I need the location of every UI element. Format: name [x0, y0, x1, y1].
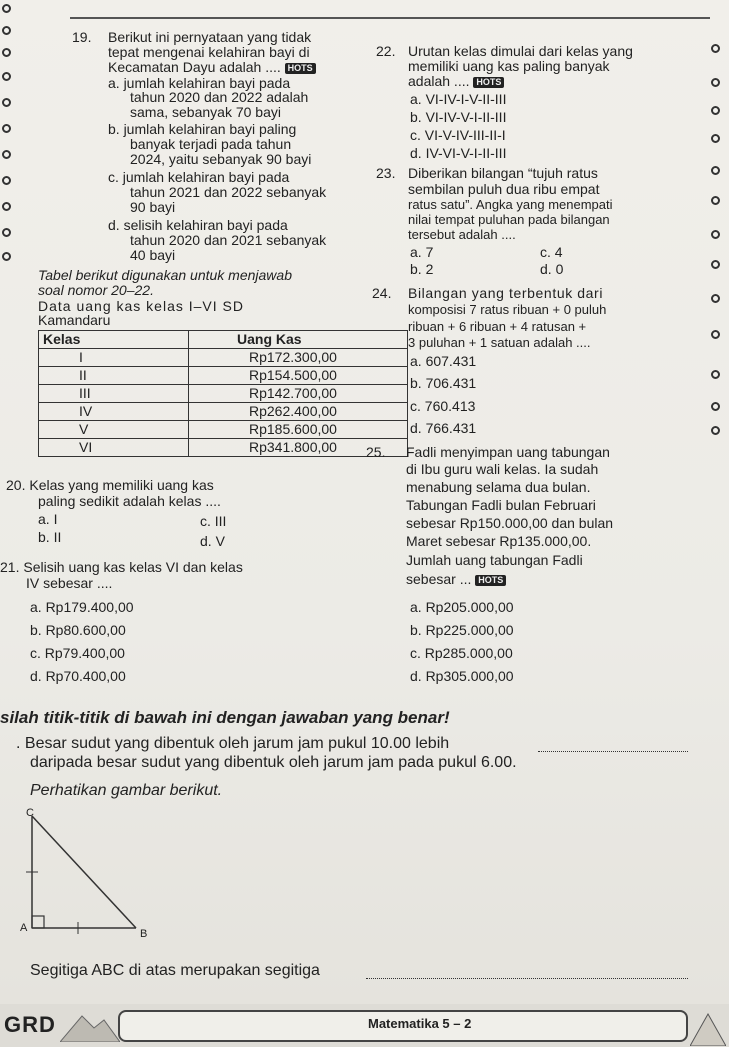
q21-stem-line1: 21. Selisih uang kas kelas VI dan kelas [0, 559, 243, 575]
answer-blank-1[interactable] [538, 751, 688, 752]
q23-option-c: c. 4 [540, 244, 563, 260]
q23-option-d: d. 0 [540, 261, 564, 277]
table-cell-uang: Rp185.600,00 [189, 421, 408, 439]
q23-option-b: b. 2 [410, 261, 434, 277]
q22-option-c: c. VI-V-IV-III-II-I [410, 127, 506, 143]
q25-stem-line7: Jumlah uang tabungan Fadli [406, 552, 583, 568]
table-row [39, 385, 408, 403]
q21-option-a: a. Rp179.400,00 [30, 599, 134, 615]
table-intro-line1: Tabel berikut digunakan untuk menjawab [38, 267, 292, 283]
q25-stem-line4: Tabungan Fadli bulan Februari [406, 497, 596, 513]
q19-option-c-line2: tahun 2021 dan 2022 sebanyak [130, 184, 327, 200]
q19-option-b-line3: 2024, yaitu sebanyak 90 bayi [130, 151, 312, 167]
q19-option-a-line1: a. jumlah kelahiran bayi pada [108, 75, 291, 91]
top-divider [70, 17, 710, 19]
section-b-title: silah titik-titik di bawah ini dengan jawaban yang benar! [0, 708, 450, 727]
q25-stem-line2: di Ibu guru wali kelas. Ia sudah [406, 461, 599, 477]
table-cell-uang: Rp341.800,00 [189, 439, 408, 457]
table-row [39, 439, 408, 457]
section-b-item2-intro: Perhatikan gambar berikut. [30, 782, 223, 799]
q21-option-b: b. Rp80.600,00 [30, 622, 126, 638]
hots-badge: HOTS [473, 77, 504, 88]
q25-number: 25. [366, 444, 386, 460]
brand-logo: GRD [4, 1012, 56, 1037]
table-header-row [39, 331, 408, 349]
q23-stem-line5: tersebut adalah .... [408, 227, 516, 242]
q24-option-a: a. 607.431 [410, 353, 477, 369]
table-row [39, 367, 408, 385]
q23-stem-line3: ratus satu”. Angka yang menempati [408, 197, 613, 212]
q25-stem-line6: Maret sebesar Rp135.000,00. [406, 533, 592, 549]
table-title-line1: Data uang kas kelas I–VI SD [38, 298, 244, 314]
q24-number: 24. [372, 285, 392, 301]
q19-option-b-line2: banyak terjadi pada tahun [130, 136, 292, 152]
q22-option-d: d. IV-VI-V-I-II-III [410, 145, 507, 161]
table-cell-uang: Rp172.300,00 [189, 349, 408, 367]
table-row [39, 403, 408, 421]
vertex-label-c: C [26, 807, 34, 819]
q25-stem-line5: sebesar Rp150.000,00 dan bulan [406, 515, 614, 531]
q24-option-b: b. 706.431 [410, 375, 477, 391]
table-cell-kelas: II [39, 367, 189, 385]
table-cell-kelas: V [39, 421, 189, 439]
table-header-kelas: Kelas [39, 331, 189, 349]
q23-stem-line1: Diberikan bilangan “tujuh ratus [408, 165, 598, 181]
table-row [39, 421, 408, 439]
q22-option-b: b. VI-IV-V-I-II-III [410, 109, 507, 125]
section-b-item1-line1: . Besar sudut yang dibentuk oleh jarum jam pukul 10.00 lebih [16, 735, 450, 752]
table-cell-kelas: III [39, 385, 189, 403]
hots-badge: HOTS [475, 575, 506, 586]
q22-number: 22. [376, 43, 396, 59]
table-intro-line2: soal nomor 20–22. [38, 282, 154, 298]
table-cell-uang: Rp262.400,00 [189, 403, 408, 421]
q24-stem-line2: komposisi 7 ratus ribuan + 0 puluh [408, 302, 607, 317]
q19-option-d-line1: d. selisih kelahiran bayi pada [108, 217, 288, 233]
q24-stem-line1: Bilangan yang terbentuk dari [408, 285, 604, 301]
q24-stem-line3: ribuan + 6 ribuan + 4 ratusan + [408, 319, 587, 334]
q25-stem-line3: menabung selama dua bulan. [406, 479, 591, 495]
q19-option-a-line2: tahun 2020 dan 2022 adalah [130, 89, 309, 105]
q20-option-a: a. I [38, 511, 58, 527]
vertex-label-b: B [140, 928, 148, 940]
section-b-item1-line2: daripada besar sudut yang dibentuk oleh jarum jam pada pukul 6.00. [30, 754, 517, 771]
q19-option-d-line2: tahun 2020 dan 2021 sebanyak [130, 232, 327, 248]
q19-option-d-line3: 40 bayi [130, 247, 176, 263]
right-dot-border [707, 30, 729, 450]
table-title-line2: Kamandaru [38, 312, 111, 328]
q19-option-b-line1: b. jumlah kelahiran bayi paling [108, 121, 297, 137]
section-b-item2-question: Segitiga ABC di atas merupakan segitiga [30, 962, 320, 979]
q22-option-a: a. VI-IV-I-V-II-III [410, 91, 507, 107]
table-cell-uang: Rp142.700,00 [189, 385, 408, 403]
q24-stem-line4: 3 puluhan + 1 satuan adalah .... [408, 335, 591, 350]
q23-stem-line2: sembilan puluh dua ribu empat [408, 181, 600, 197]
answer-blank-2[interactable] [366, 978, 688, 979]
q20-stem-line2: paling sedikit adalah kelas .... [38, 493, 221, 509]
q25-stem-line1: Fadli menyimpan uang tabungan [406, 444, 610, 460]
table-cell-uang: Rp154.500,00 [189, 367, 408, 385]
q21-stem-line2: IV sebesar .... [26, 575, 113, 591]
q19-stem-line3: Kecamatan Dayu adalah .... HOTS [108, 60, 316, 75]
table-cell-kelas: VI [39, 439, 189, 457]
q23-option-a: a. 7 [410, 244, 434, 260]
q24-option-c: c. 760.413 [410, 398, 476, 414]
table-header-uang-kas: Uang Kas [189, 331, 408, 349]
q22-stem-line2: memiliki uang kas paling banyak [408, 58, 610, 74]
q19-number: 19. [72, 29, 92, 45]
mountain-icon [60, 1008, 120, 1042]
vertex-label-a: A [20, 922, 28, 934]
q23-stem-line4: nilai tempat puluhan pada bilangan [408, 212, 610, 227]
right-triangle-figure [18, 810, 158, 942]
q20-option-d: d. V [200, 533, 225, 549]
q20-option-b: b. II [38, 529, 62, 545]
q19-option-c-line1: c. jumlah kelahiran bayi pada [108, 169, 290, 185]
table-cell-kelas: IV [39, 403, 189, 421]
left-dot-border [0, 0, 14, 280]
q24-option-d: d. 766.431 [410, 420, 477, 436]
q19-stem-line2: tepat mengenai kelahiran bayi di [108, 44, 310, 60]
q22-stem-line3: adalah .... HOTS [408, 74, 504, 89]
q19-option-a-line3: sama, sebanyak 70 bayi [130, 104, 281, 120]
cash-table [38, 330, 408, 457]
corner-decoration-icon [690, 1012, 726, 1046]
q22-stem-line1: Urutan kelas dimulai dari kelas yang [408, 43, 633, 59]
q21-option-d: d. Rp70.400,00 [30, 668, 126, 684]
q20-option-c: c. III [200, 513, 227, 529]
q25-option-d: d. Rp305.000,00 [410, 668, 514, 684]
footer-subject: Matematika 5 – 2 [368, 1016, 472, 1031]
q25-option-c: c. Rp285.000,00 [410, 645, 513, 661]
q25-option-a: a. Rp205.000,00 [410, 599, 514, 615]
table-cell-kelas: I [39, 349, 189, 367]
q25-stem-line8: sebesar ... HOTS [406, 572, 506, 587]
q20-stem-line1: 20. Kelas yang memiliki uang kas [6, 477, 214, 493]
q19-stem-line1: Berikut ini pernyataan yang tidak [108, 29, 312, 45]
table-row [39, 349, 408, 367]
q25-option-b: b. Rp225.000,00 [410, 622, 514, 638]
q19-option-c-line3: 90 bayi [130, 199, 176, 215]
hots-badge: HOTS [285, 63, 316, 74]
q23-number: 23. [376, 165, 396, 181]
q21-option-c: c. Rp79.400,00 [30, 645, 125, 661]
